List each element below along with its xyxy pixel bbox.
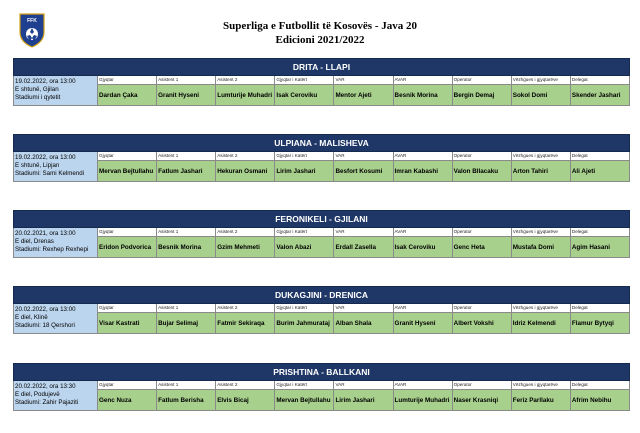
official-cell: [275, 228, 334, 257]
official-role-label: Delegat: [571, 76, 629, 85]
official-cell: [275, 152, 334, 181]
official-cell: [394, 76, 453, 105]
official-name: Imran Kabashi: [394, 161, 452, 181]
official-cell: [334, 152, 393, 181]
official-cell: [571, 152, 629, 181]
match-info: [14, 228, 98, 257]
match-teams-header: ULPIANA - MALISHEVA: [13, 134, 630, 152]
official-role-label: Gjyqtar: [98, 304, 156, 313]
official-name: Granit Hyseni: [157, 85, 215, 105]
official-cell: [453, 76, 512, 105]
official-cell: [512, 76, 571, 105]
official-name: Granit Hyseni: [394, 313, 452, 333]
official-name: Besfort Kosumi: [334, 161, 392, 181]
match-venue: E diel, Podujevë: [15, 391, 60, 398]
official-role-label: Operator: [453, 381, 511, 390]
official-role-label: VAR: [334, 228, 392, 237]
match-stadium: Stadiumi: 18 Qershori: [15, 322, 75, 329]
official-name: Skender Jashari: [571, 85, 629, 105]
official-role-label: Gjyqtar i Katërt: [275, 228, 333, 237]
page-subtitle: Edicioni 2021/2022: [275, 34, 365, 46]
official-role-label: Asistent 1: [157, 152, 215, 161]
official-cell: [512, 304, 571, 333]
match-venue: E diel, Klinë: [15, 314, 48, 321]
official-name: Besnik Morina: [157, 237, 215, 257]
official-cell: [571, 76, 629, 105]
official-cell: [334, 76, 393, 105]
match-block: [13, 286, 630, 334]
official-cell: [216, 304, 275, 333]
match-details-row: [13, 76, 630, 106]
official-cell: [157, 228, 216, 257]
official-name: Bergin Demaj: [453, 85, 511, 105]
match-block: [13, 210, 630, 258]
official-role-label: Delegat: [571, 381, 629, 390]
official-role-label: Gjyqtar i Katërt: [275, 76, 333, 85]
official-name: Albert Vokshi: [453, 313, 511, 333]
match-date: 20.02.2021, ora 13:00: [15, 230, 76, 237]
official-name: Gzim Mehmeti: [216, 237, 274, 257]
match-date: 19.02.2022, ora 13:00: [15, 154, 76, 161]
official-role-label: VAR: [334, 152, 392, 161]
match-info: [14, 152, 98, 181]
match-venue: E shtunë, Gjilan: [15, 86, 59, 93]
match-details-row: [13, 381, 630, 411]
official-cell: [216, 228, 275, 257]
match-block: [13, 134, 630, 182]
official-cell: [98, 304, 157, 333]
official-role-label: Operator: [453, 76, 511, 85]
official-role-label: Gjyqtar: [98, 228, 156, 237]
official-name: Idriz Kelmendi: [512, 313, 570, 333]
official-role-label: Asistent 1: [157, 228, 215, 237]
official-name: Eridon Podvorica: [98, 237, 156, 257]
official-cell: [334, 228, 393, 257]
official-name: Fatlum Jashari: [157, 161, 215, 181]
official-role-label: Asistent 1: [157, 304, 215, 313]
official-cell: [334, 304, 393, 333]
official-cell: [571, 304, 629, 333]
official-role-label: Gjyqtar i Katërt: [275, 304, 333, 313]
official-cell: [453, 381, 512, 410]
official-name: Erdall Zasella: [334, 237, 392, 257]
official-name: Arton Tahiri: [512, 161, 570, 181]
official-cell: [394, 304, 453, 333]
official-name: Besnik Morina: [394, 85, 452, 105]
official-name: Agim Hasani: [571, 237, 629, 257]
official-name: Mustafa Domi: [512, 237, 570, 257]
match-date: 20.02.2022, ora 13:30: [15, 383, 76, 390]
match-teams-header: DRITA - LLAPI: [13, 58, 630, 76]
official-role-label: Operator: [453, 228, 511, 237]
match-details-row: [13, 152, 630, 182]
match-details-row: [13, 304, 630, 334]
official-role-label: Vëzhgues i gjyqtarëve: [512, 228, 570, 237]
match-stadium: Stadiumi: Zahir Pajaziti: [15, 399, 79, 406]
official-cell: [394, 228, 453, 257]
match-teams-header: PRISHTINA - BALLKANI: [13, 363, 630, 381]
official-cell: [216, 152, 275, 181]
official-role-label: AVAR: [394, 304, 452, 313]
official-role-label: Asistent 1: [157, 76, 215, 85]
official-role-label: VAR: [334, 304, 392, 313]
official-name: Fatlum Berisha: [157, 390, 215, 410]
page-title: Superliga e Futbollit të Kosovës - Java 20: [222, 20, 418, 32]
official-role-label: Vëzhgues i gjyqtarëve: [512, 76, 570, 85]
match-block: [13, 58, 630, 106]
match-date: 19.02.2022, ora 13:00: [15, 78, 76, 85]
official-role-label: Vëzhgues i gjyqtarëve: [512, 381, 570, 390]
official-role-label: Asistent 2: [216, 381, 274, 390]
official-cell: [157, 76, 216, 105]
official-name: Mentor Ajeti: [334, 85, 392, 105]
official-name: Alban Shala: [334, 313, 392, 333]
match-teams-header: DUKAGJINI - DRENICA: [13, 286, 630, 304]
match-teams-header: FERONIKELI - GJILANI: [13, 210, 630, 228]
official-role-label: Vëzhgues i gjyqtarëve: [512, 304, 570, 313]
official-name: Lumturije Muhadri: [216, 85, 274, 105]
official-role-label: VAR: [334, 76, 392, 85]
match-stadium: Stadiumi i qytetit: [15, 94, 61, 101]
official-name: Mervan Bejtullahu: [98, 161, 156, 181]
official-name: Lumturije Muhadri: [394, 390, 452, 410]
match-details-row: [13, 228, 630, 258]
official-name: Flamur Bytyqi: [571, 313, 629, 333]
match-info: [14, 76, 98, 105]
official-role-label: Asistent 2: [216, 76, 274, 85]
official-role-label: Operator: [453, 152, 511, 161]
official-cell: [453, 152, 512, 181]
official-cell: [98, 152, 157, 181]
logo-text: FFK: [27, 18, 37, 24]
official-role-label: Asistent 2: [216, 152, 274, 161]
official-cell: [512, 152, 571, 181]
official-name: Bujar Selimaj: [157, 313, 215, 333]
official-cell: [571, 228, 629, 257]
official-role-label: VAR: [334, 381, 392, 390]
official-cell: [453, 228, 512, 257]
official-cell: [394, 152, 453, 181]
official-role-label: Gjyqtar i Katërt: [275, 152, 333, 161]
official-cell: [275, 304, 334, 333]
official-name: Feriz Parllaku: [512, 390, 570, 410]
official-role-label: Gjyqtar i Katërt: [275, 381, 333, 390]
official-cell: [275, 76, 334, 105]
official-role-label: Delegat: [571, 152, 629, 161]
official-cell: [98, 228, 157, 257]
official-role-label: Asistent 1: [157, 381, 215, 390]
official-cell: [275, 381, 334, 410]
official-name: Valon Bllacaku: [453, 161, 511, 181]
official-cell: [394, 381, 453, 410]
match-info: [14, 304, 98, 333]
official-cell: [216, 381, 275, 410]
official-role-label: Delegat: [571, 304, 629, 313]
match-stadium: Stadiumi: Rexhep Rexhepi: [15, 246, 89, 253]
official-cell: [98, 76, 157, 105]
official-cell: [571, 381, 629, 410]
official-role-label: Asistent 2: [216, 228, 274, 237]
official-name: Elvis Bicaj: [216, 390, 274, 410]
official-cell: [334, 381, 393, 410]
official-name: Afrim Nebihu: [571, 390, 629, 410]
official-cell: [157, 381, 216, 410]
official-cell: [157, 152, 216, 181]
official-name: Lirim Jashari: [334, 390, 392, 410]
official-role-label: AVAR: [394, 76, 452, 85]
official-name: Isak Ceroviku: [394, 237, 452, 257]
match-venue: E shtunë, Lipjan: [15, 162, 60, 169]
official-name: Valon Abazi: [275, 237, 333, 257]
match-venue: E diel, Drenas: [15, 238, 54, 245]
official-role-label: Gjyqtar: [98, 76, 156, 85]
official-cell: [453, 304, 512, 333]
official-cell: [98, 381, 157, 410]
official-name: Hekuran Osmani: [216, 161, 274, 181]
official-name: Genc Heta: [453, 237, 511, 257]
official-role-label: Vëzhgues i gjyqtarëve: [512, 152, 570, 161]
official-role-label: AVAR: [394, 152, 452, 161]
official-name: Naser Krasniqi: [453, 390, 511, 410]
official-name: Visar Kastrati: [98, 313, 156, 333]
official-cell: [512, 381, 571, 410]
official-name: Genc Nuza: [98, 390, 156, 410]
match-info: [14, 381, 98, 410]
official-name: Burim Jahmurataj: [275, 313, 333, 333]
official-name: Ali Ajeti: [571, 161, 629, 181]
official-name: Lirim Jashari: [275, 161, 333, 181]
official-role-label: Gjyqtar: [98, 381, 156, 390]
official-name: Sokol Domi: [512, 85, 570, 105]
official-name: Mervan Bejtullahu: [275, 390, 333, 410]
official-cell: [216, 76, 275, 105]
official-role-label: AVAR: [394, 381, 452, 390]
official-role-label: Asistent 2: [216, 304, 274, 313]
official-role-label: AVAR: [394, 228, 452, 237]
match-date: 20.02.2022, ora 13:00: [15, 306, 76, 313]
official-role-label: Operator: [453, 304, 511, 313]
official-role-label: Delegat: [571, 228, 629, 237]
official-cell: [157, 304, 216, 333]
match-stadium: Stadiumi: Sami Kelmendi: [15, 170, 85, 177]
match-block: [13, 363, 630, 411]
official-role-label: Gjyqtar: [98, 152, 156, 161]
official-cell: [512, 228, 571, 257]
official-name: Isak Ceroviku: [275, 85, 333, 105]
official-name: Fatmir Sekiraqa: [216, 313, 274, 333]
official-name: Dardan Çaka: [98, 85, 156, 105]
